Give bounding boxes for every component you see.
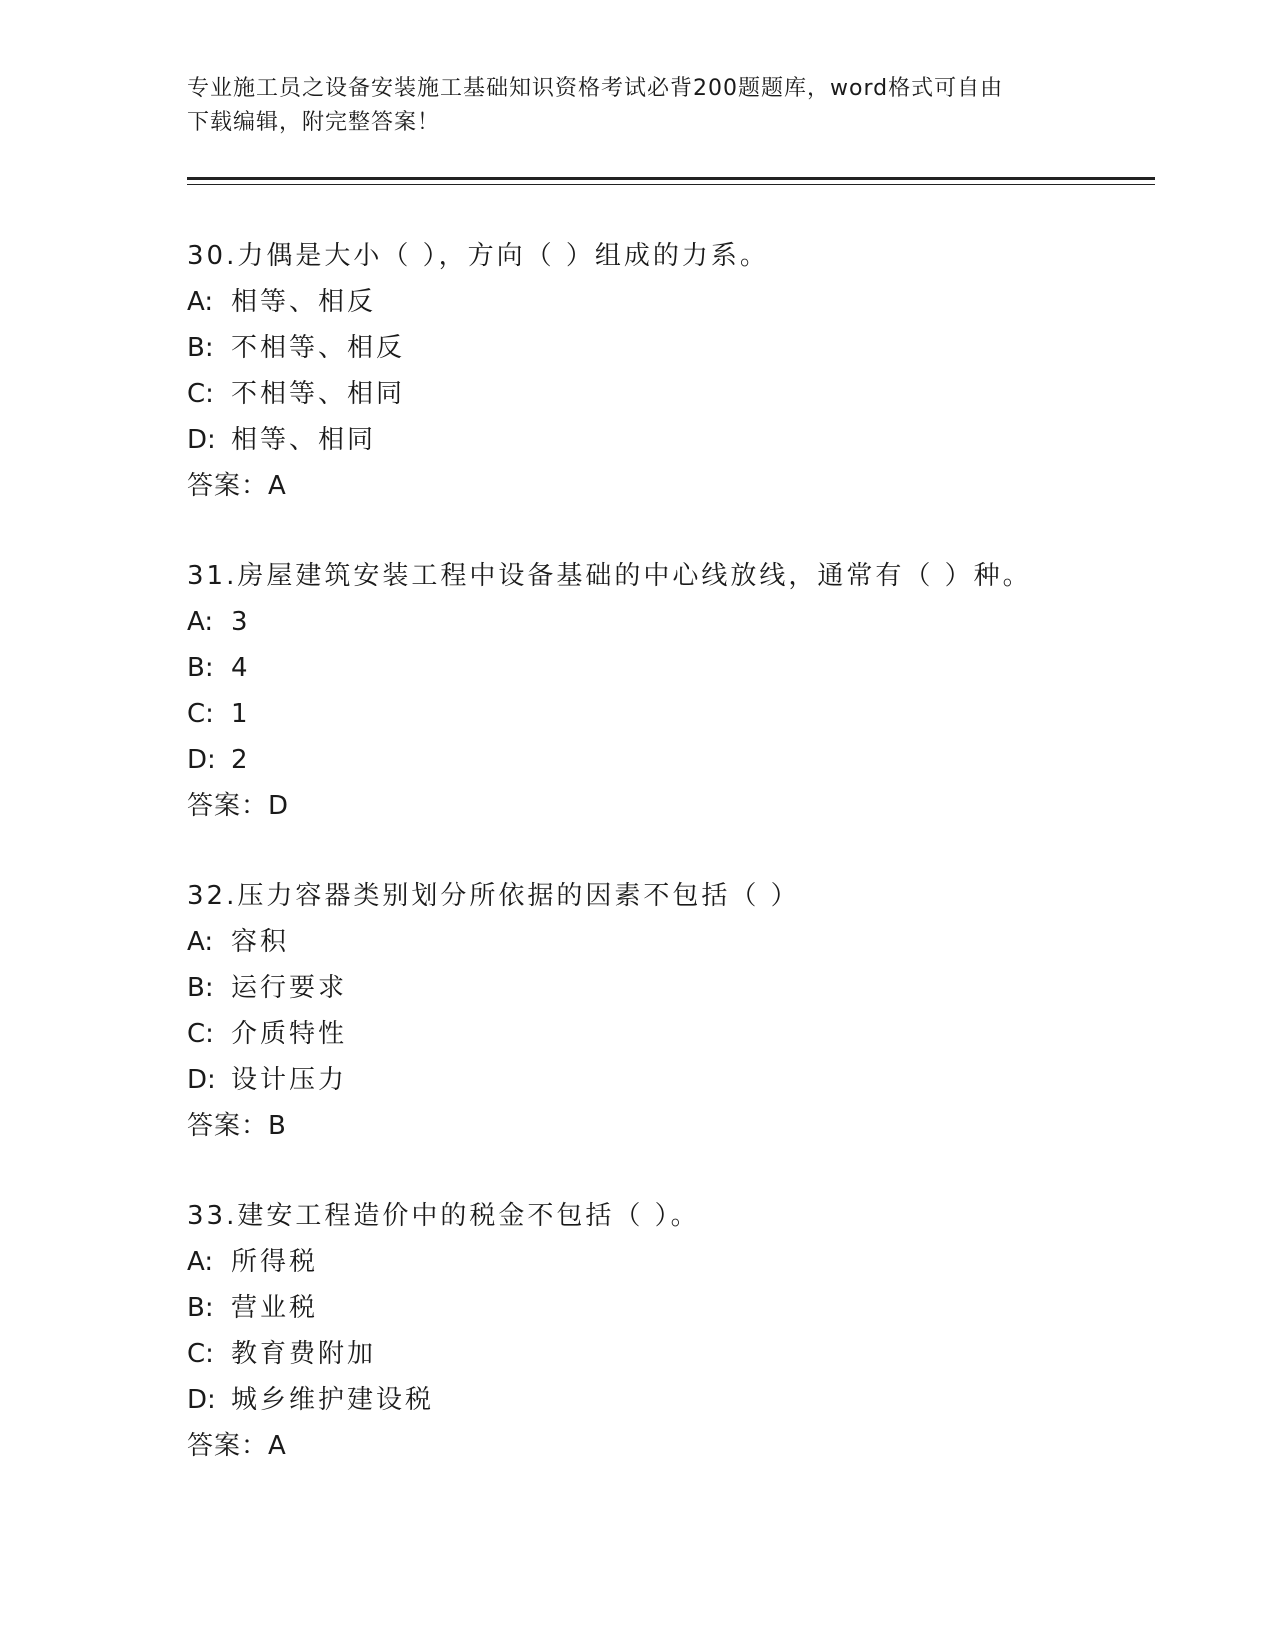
answer-line: 答案：D (187, 791, 290, 821)
option-text: 城乡维护建设税 (231, 1385, 435, 1415)
option-a (187, 1239, 1147, 1285)
option-letter: C: (187, 1339, 214, 1369)
option-b (187, 325, 1147, 371)
option-a (187, 919, 1147, 965)
option-a (187, 279, 1147, 325)
question-stem: 32.压力容器类别划分所依据的因素不包括（ ） (187, 881, 800, 911)
question-item (187, 553, 1147, 829)
option-text: 运行要求 (231, 973, 348, 1003)
option-letter: A: (187, 927, 214, 957)
answer-line: 答案：A (187, 471, 287, 501)
document-header (187, 72, 1067, 140)
option-b (187, 1285, 1147, 1331)
option-d (187, 1057, 1147, 1103)
option-text: 不相等、相反 (231, 333, 406, 363)
option-c (187, 371, 1147, 417)
option-a (187, 599, 1147, 645)
option-text: 容积 (231, 927, 290, 957)
question-stem: 33.建安工程造价中的税金不包括（ ）。 (187, 1201, 700, 1231)
option-text: 相等、相同 (231, 425, 377, 455)
option-letter: C: (187, 699, 214, 729)
option-letter: C: (187, 379, 214, 409)
answer-line: 答案：A (187, 1431, 287, 1461)
option-text: 1 (231, 699, 251, 729)
option-text: 介质特性 (231, 1019, 348, 1049)
question-list (187, 233, 1147, 1513)
header-divider-thin (187, 184, 1155, 185)
option-letter: B: (187, 973, 214, 1003)
option-text: 营业税 (231, 1293, 319, 1323)
option-b (187, 645, 1147, 691)
option-c (187, 1011, 1147, 1057)
header-line-1: 专业施工员之设备安装施工基础知识资格考试必背200题题库，word格式可自由 (187, 76, 1004, 101)
option-text: 3 (231, 607, 251, 637)
option-letter: D: (187, 1065, 216, 1095)
option-b (187, 965, 1147, 1011)
question-item (187, 873, 1147, 1149)
option-text: 相等、相反 (231, 287, 377, 317)
option-text: 不相等、相同 (231, 379, 406, 409)
option-letter: C: (187, 1019, 214, 1049)
option-letter: A: (187, 607, 214, 637)
option-letter: B: (187, 333, 214, 363)
option-text: 2 (231, 745, 251, 775)
option-letter: D: (187, 745, 216, 775)
option-letter: D: (187, 1385, 216, 1415)
option-text: 所得税 (231, 1247, 319, 1277)
option-letter: A: (187, 1247, 214, 1277)
option-letter: A: (187, 287, 214, 317)
option-c (187, 1331, 1147, 1377)
answer-line: 答案：B (187, 1111, 287, 1141)
option-c (187, 691, 1147, 737)
option-d (187, 417, 1147, 463)
header-line-2: 下载编辑，附完整答案！ (187, 110, 441, 135)
option-d (187, 1377, 1147, 1423)
question-stem: 31.房屋建筑安装工程中设备基础的中心线放线，通常有（ ）种。 (187, 561, 1032, 591)
option-d (187, 737, 1147, 783)
header-divider-thick (187, 177, 1155, 180)
question-item (187, 1193, 1147, 1469)
option-text: 教育费附加 (231, 1339, 377, 1369)
option-letter: B: (187, 653, 214, 683)
option-letter: D: (187, 425, 216, 455)
option-text: 设计压力 (231, 1065, 348, 1095)
question-stem: 30.力偶是大小（ ），方向（ ）组成的力系。 (187, 241, 769, 271)
question-item (187, 233, 1147, 509)
option-letter: B: (187, 1293, 214, 1323)
option-text: 4 (231, 653, 251, 683)
